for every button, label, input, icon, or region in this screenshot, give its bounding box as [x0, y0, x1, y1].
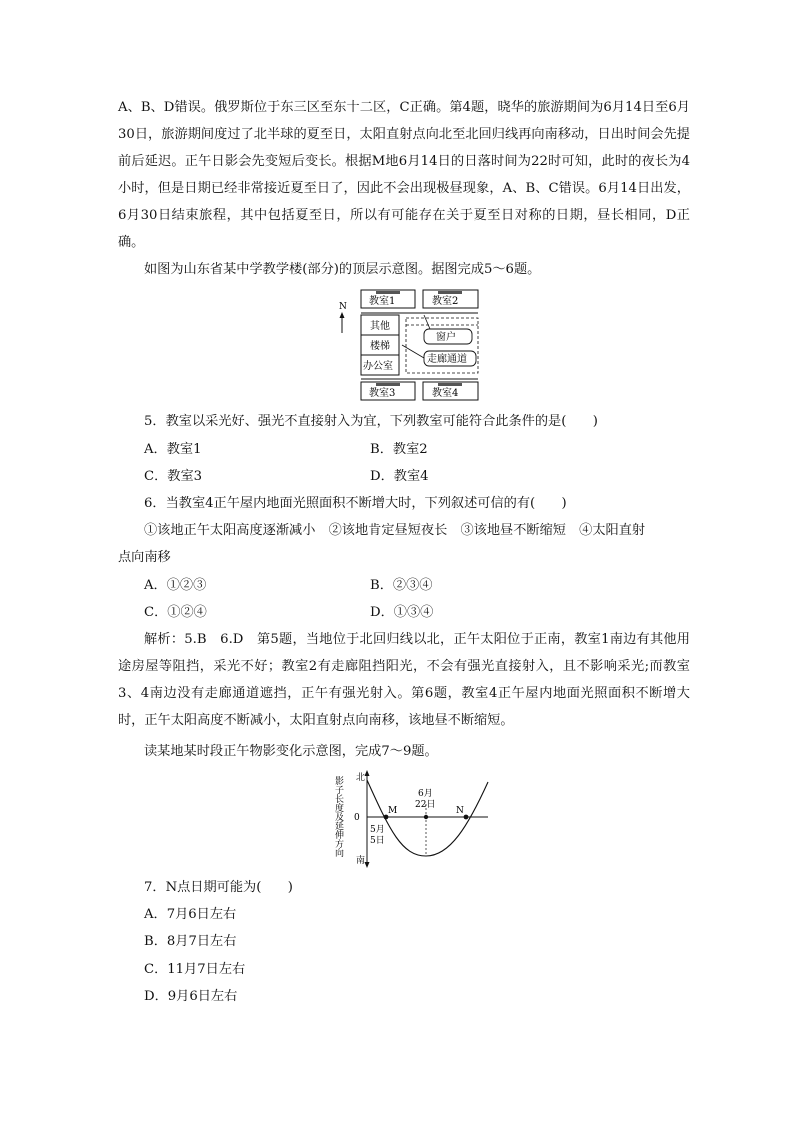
q6-stem: 6．当教室4正午屋内地面光照面积不断增大时，下列叙述可信的有( ): [144, 496, 567, 511]
q7-option-d: D．9月6日左右: [144, 989, 238, 1004]
date-mid-line2: 22日: [415, 800, 436, 810]
point-n: [464, 815, 469, 820]
date-start-line2: 5日: [370, 836, 385, 846]
q6-option-b: B．②③④: [370, 578, 433, 593]
q6-option-a: A．①②③: [144, 578, 207, 593]
q7-option-b: B．8月7日左右: [144, 934, 237, 949]
intro-paragraph: A、B、D错误。俄罗斯位于东三区至东十二区，C正确。第4题，晓华的旅游期间为6月14日至6月30日，旅游期间度过了北半球的夏至日，太阳直射点向北至北回归线再向南移动，日出时间会先提前后延迟。正午日影会先变短后变长。根据M地6月14日的日落时间为22时可知，此时的夜长为4小时，但是日期已经非常接近夏至日了，因此不会出现极昼现象，A、B、C错误。6月14日出发，6月30日结束旅程，其中包括夏至日，所以有可能存在关于夏至日对称的日期，昼长相同，D正确。: [118, 100, 690, 250]
q6-items-line2: 点向南移: [118, 550, 171, 565]
room-2-label: 教室2: [432, 296, 459, 307]
q6-option-c: C．①②④: [144, 605, 207, 620]
room-stairs-label: 楼梯: [370, 341, 390, 352]
shadow-chart: [330, 766, 490, 870]
room-other-label: 其他: [370, 321, 390, 332]
q6-option-d: D．①③④: [370, 605, 434, 620]
q6-items-line1: ①该地正午太阳高度逐渐减小 ②该地肯定昼短夜长 ③该地昼不断缩短 ④太阳直射: [144, 523, 646, 538]
window-label: 窗户: [436, 332, 456, 343]
north-arrow: [339, 302, 347, 333]
north-label: N: [339, 302, 347, 312]
room-4-label: 教室4: [432, 388, 459, 399]
q5-option-d: D．教室4: [370, 469, 429, 484]
q7-stem: 7．N点日期可能为( ): [144, 880, 293, 895]
section2-prompt: 读某地某时段正午物影变化示意图，完成7～9题。: [144, 744, 438, 759]
floor-plan-diagram: [336, 285, 486, 405]
date-start-line1: 5月: [370, 825, 385, 835]
point-m-label: M: [388, 806, 398, 816]
section1-prompt: 如图为山东省某中学教学楼(部分)的顶层示意图。据图完成5～6题。: [144, 262, 541, 277]
q5-option-c: C．教室3: [144, 469, 203, 484]
q5-option-b: B．教室2: [370, 442, 428, 457]
q5-stem: 5．教室以采光好、强光不直接射入为宜，下列教室可能符合此条件的是( ): [144, 414, 598, 429]
room-office-label: 办公室: [363, 361, 393, 372]
y-axis-label: 影子长度及延伸方向: [333, 776, 343, 857]
date-mid-line1: 6月: [418, 789, 433, 799]
point-mid: [424, 815, 428, 819]
south-label: 南: [356, 856, 366, 866]
room-1-label: 教室1: [369, 296, 396, 307]
north-label: 北: [356, 773, 366, 783]
zero-label: 0: [354, 813, 360, 823]
point-n-label: N: [456, 806, 464, 816]
q7-option-c: C．11月7日左右: [144, 962, 246, 977]
q7-option-a: A．7月6日左右: [144, 907, 237, 922]
corridor-label: 走廊通道: [427, 354, 467, 365]
room-3-label: 教室3: [369, 388, 396, 399]
analysis-paragraph: 解析：5.B 6.D 第5题，当地位于北回归线以北，正午太阳位于正南，教室1南边有其他用途房屋等阻挡，采光不好；教室2有走廊阻挡阳光，不会有强光直接射入，且不影响采光;而教室3、4南边没有走廊通道遮挡，正午有强光射入。第6题，教室4正午屋内地面光照面积不断增大时，正午太阳高度不断减小，太阳直射点向南移，该地昼不断缩短。: [118, 632, 690, 728]
q5-option-a: A．教室1: [144, 442, 202, 457]
